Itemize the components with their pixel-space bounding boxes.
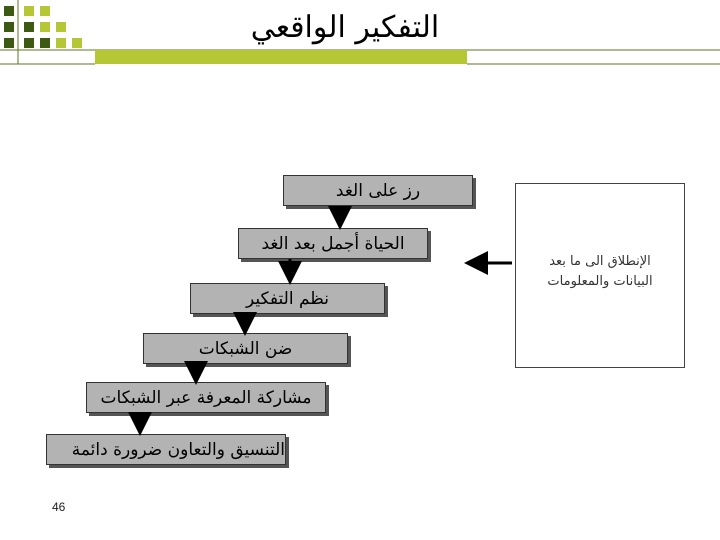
side-note-line-1: الإنطلاق الى ما بعد bbox=[549, 253, 651, 269]
deco-square bbox=[40, 22, 50, 32]
side-note-line-2: البيانات والمعلومات bbox=[547, 273, 653, 289]
flow-box-3-label: نظم التفكير bbox=[246, 288, 329, 309]
title-underline-bar bbox=[95, 50, 467, 64]
flow-box-5 bbox=[86, 382, 326, 413]
deco-square bbox=[24, 6, 34, 16]
page-number: 46 bbox=[52, 500, 66, 514]
deco-square bbox=[4, 22, 14, 32]
deco-square bbox=[40, 6, 50, 16]
flow-box-5-label: مشاركة المعرفة عبر الشبكات bbox=[100, 387, 312, 408]
deco-square bbox=[24, 38, 34, 48]
side-note-box bbox=[515, 183, 685, 368]
deco-square bbox=[40, 38, 50, 48]
deco-square bbox=[24, 22, 34, 32]
flow-box-1-label: رز على الغد bbox=[335, 180, 421, 201]
flow-box-4 bbox=[143, 333, 348, 364]
flow-box-6-label: التنسيق والتعاون ضرورة دائمة bbox=[71, 439, 285, 460]
flow-box-3 bbox=[190, 283, 385, 314]
flow-box-1 bbox=[283, 175, 473, 206]
flow-box-4-label: ضن الشبكات bbox=[198, 338, 293, 359]
flow-box-6 bbox=[46, 434, 286, 465]
page-title: التفكير الواقعي bbox=[250, 10, 440, 45]
deco-square bbox=[4, 38, 14, 48]
flow-box-2-label: الحياة أجمل بعد الغد bbox=[261, 233, 405, 254]
deco-square bbox=[56, 38, 66, 48]
deco-square bbox=[56, 22, 66, 32]
flow-box-2 bbox=[238, 228, 428, 259]
deco-square bbox=[72, 38, 82, 48]
deco-square bbox=[4, 6, 14, 16]
